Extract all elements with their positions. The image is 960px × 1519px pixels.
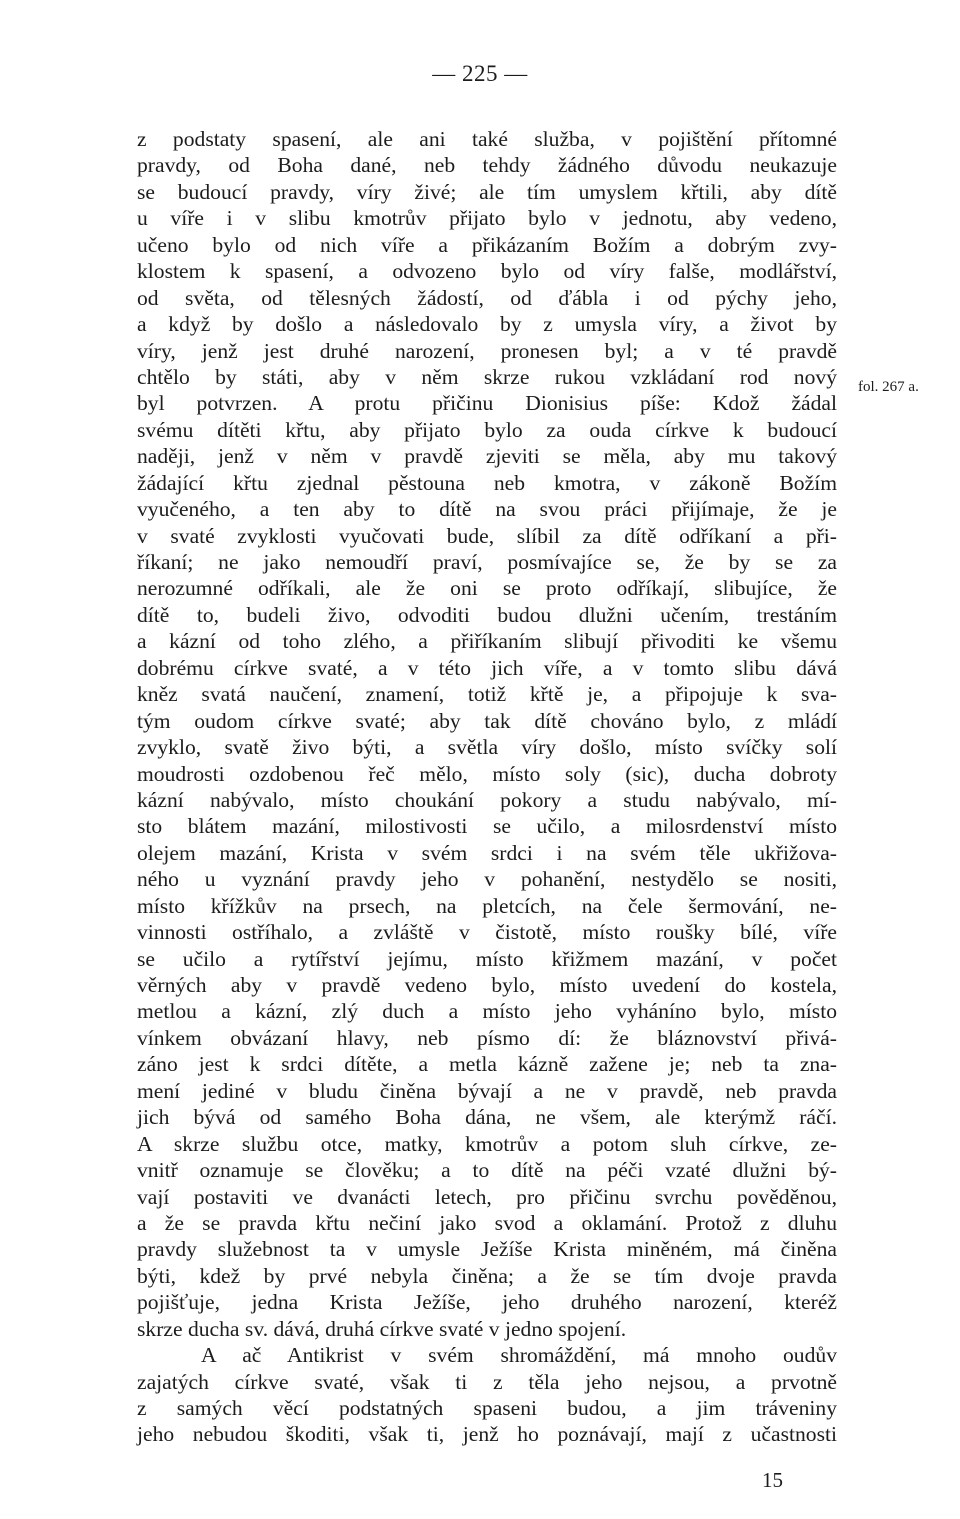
- text-line: svému dítěti křtu, aby přijato bylo za ouda církve k budoucí: [137, 417, 837, 442]
- text-line: říkaní; ne jako nemoudří praví, posmívajíce se, že by se za: [137, 550, 837, 574]
- text-line: a když by došlo a následovalo by z umysla víry, a život by: [137, 312, 837, 337]
- text-line: dobrému církve svaté, a v této jich víře, a v tomto slibu dává: [137, 655, 837, 680]
- text-line: klostem k spasení, a odvozeno bylo od víry falše, modlářství,: [137, 259, 837, 284]
- text-line: místo křížkův na prsech, na pletcích, na čele šermování, ne-: [137, 893, 837, 918]
- margin-note: fol. 267 a.: [858, 379, 919, 395]
- text-line: věrných aby v pravdě vedeno bylo, místo uvedení do kostela,: [137, 973, 837, 997]
- text-line: nerozumné odříkali, ale že oni se proto odříkají, slibujíce, že: [137, 576, 837, 601]
- text-line: se budoucí pravdy, víry živé; ale tím umyslem křtili, aby dítě: [137, 179, 837, 204]
- text-line: býti, kdež by prvé nebyla činěna; a že se tím dvoje pravda: [137, 1263, 837, 1288]
- text-line: tým oudom církve svaté; aby tak dítě chováno bylo, z mládí: [137, 708, 837, 733]
- text-line: od světa, od tělesných žádostí, od ďábla i od pýchy jeho,: [137, 285, 837, 310]
- text-line: učeno bylo od nich víře a přikázaním Božím a dobrým zvy-: [137, 232, 837, 257]
- text-line: žádající křtu zjednal pěstouna neb kmotra, v zákoně Božím: [137, 470, 837, 495]
- text-line: víry, jenž jest druhé narození, pronesen byl; a v té pravdě: [137, 338, 837, 363]
- page-number: — 225 —: [432, 61, 528, 86]
- text-line: pravdy služebnost ta v umysle Ježíše Krista miněném, má činěna: [137, 1237, 837, 1262]
- text-line: vají postaviti ve dvanácti letech, pro přičinu svrchu pověděnou,: [137, 1184, 837, 1209]
- text-line: A ač Antikrist v svém shromáždění, má mnoho oudův: [201, 1343, 837, 1368]
- text-line: A skrze službu otce, matky, kmotrův a potom sluh církve, ze-: [137, 1131, 837, 1156]
- text-line: a že se pravda křtu nečiní jako svod a oklamání. Protož z dluhu: [137, 1210, 837, 1235]
- body-text: [137, 126, 837, 1448]
- text-line: z podstaty spasení, ale ani také služba, v pojištění přítomné: [137, 127, 837, 151]
- text-line: naději, jenž v něm v pravdě zjeviti se měla, aby mu takový: [137, 444, 837, 469]
- text-line: v svaté zvyklosti vyučovati bude, slíbil za dítě odříkaní a při-: [137, 523, 837, 548]
- text-line: metlou a kázní, zlý duch a místo jeho vyháníno bylo, místo: [137, 999, 837, 1024]
- text-line: se učilo a rytířství jejímu, místo křižmem mazání, v počet: [137, 946, 837, 971]
- text-line: vínkem obvázaní hlavy, neb písmo dí: že bláznovství přivá-: [137, 1025, 837, 1050]
- signature-mark: 15: [762, 1468, 783, 1492]
- text-line: a kázní od toho zlého, a přiříkaním slibují přivoditi ke všemu: [137, 629, 837, 654]
- text-line: chtělo by státi, aby v něm skrze rukou vzkládaní rod nový: [137, 364, 837, 389]
- text-line: vinnosti ostříhalo, a zvláště v čistotě, místo roušky bílé, víře: [137, 920, 837, 945]
- text-line: jich bývá od samého Boha dána, ne všem, ale kterýmž ráčí.: [137, 1105, 837, 1130]
- text-line: moudrosti ozdobenou řeč mělo, místo soly (sic), ducha dobroty: [137, 761, 837, 786]
- text-line: vnitř oznamuje se člověku; a to dítě na péči vzaté dlužni bý-: [137, 1158, 837, 1183]
- text-line: zvyklo, svatě živo býti, a světla víry došlo, místo svíčky solí: [137, 735, 837, 760]
- text-line: sto blátem mazání, milostivosti se učilo, a milosrdenství místo: [137, 814, 837, 839]
- text-line: jeho nebudou škoditi, však ti, jenž ho poznávají, mají z učastnosti: [137, 1422, 837, 1447]
- text-line: pojišťuje, jedna Krista Ježíše, jeho druhého narození, kteréž: [137, 1290, 837, 1315]
- text-line: z samých věcí podstatných spaseni budou, a jim tráveniny: [137, 1396, 837, 1420]
- text-line: kázní nabývalo, místo choukání pokory a studu nabývalo, mí-: [137, 787, 837, 812]
- text-line: vyučeného, a ten aby to dítě na svou práci přijímaje, že je: [137, 497, 837, 522]
- text-line: u víře i v slibu kmotrův přijato bylo v jednotu, aby vedeno,: [137, 206, 837, 231]
- text-line: olejem mazání, Krista v svém srdci i na svém těle ukřižova-: [137, 840, 837, 865]
- text-line: pravdy, od Boha dané, neb tehdy žádného důvodu neukazuje: [137, 153, 837, 178]
- text-line: ného u vyznání pravdy jeho v pohanění, nestydělo se nositi,: [137, 867, 837, 892]
- text-line: kněz svatá naučení, znamení, totiž křtě je, a připojuje k sva-: [137, 682, 837, 707]
- text-line: zajatých církve svaté, však ti z těla jeho nejsou, a prvotně: [137, 1369, 837, 1394]
- text-line: mení jediné v bludu činěna bývají a ne v pravdě, neb pravda: [137, 1078, 837, 1103]
- text-line: dítě to, budeli živo, odvoditi budou dlužni učením, trestáním: [137, 602, 837, 627]
- text-line: byl potvrzen. A protu přičinu Dionisius píše: Kdož žádal: [137, 391, 837, 416]
- text-line: skrze ducha sv. dává, druhá církve svaté v jedno spojení.: [137, 1316, 627, 1341]
- text-line: záno jest k srdci dítěte, a metla kázně zažene je; neb ta zna-: [137, 1052, 837, 1077]
